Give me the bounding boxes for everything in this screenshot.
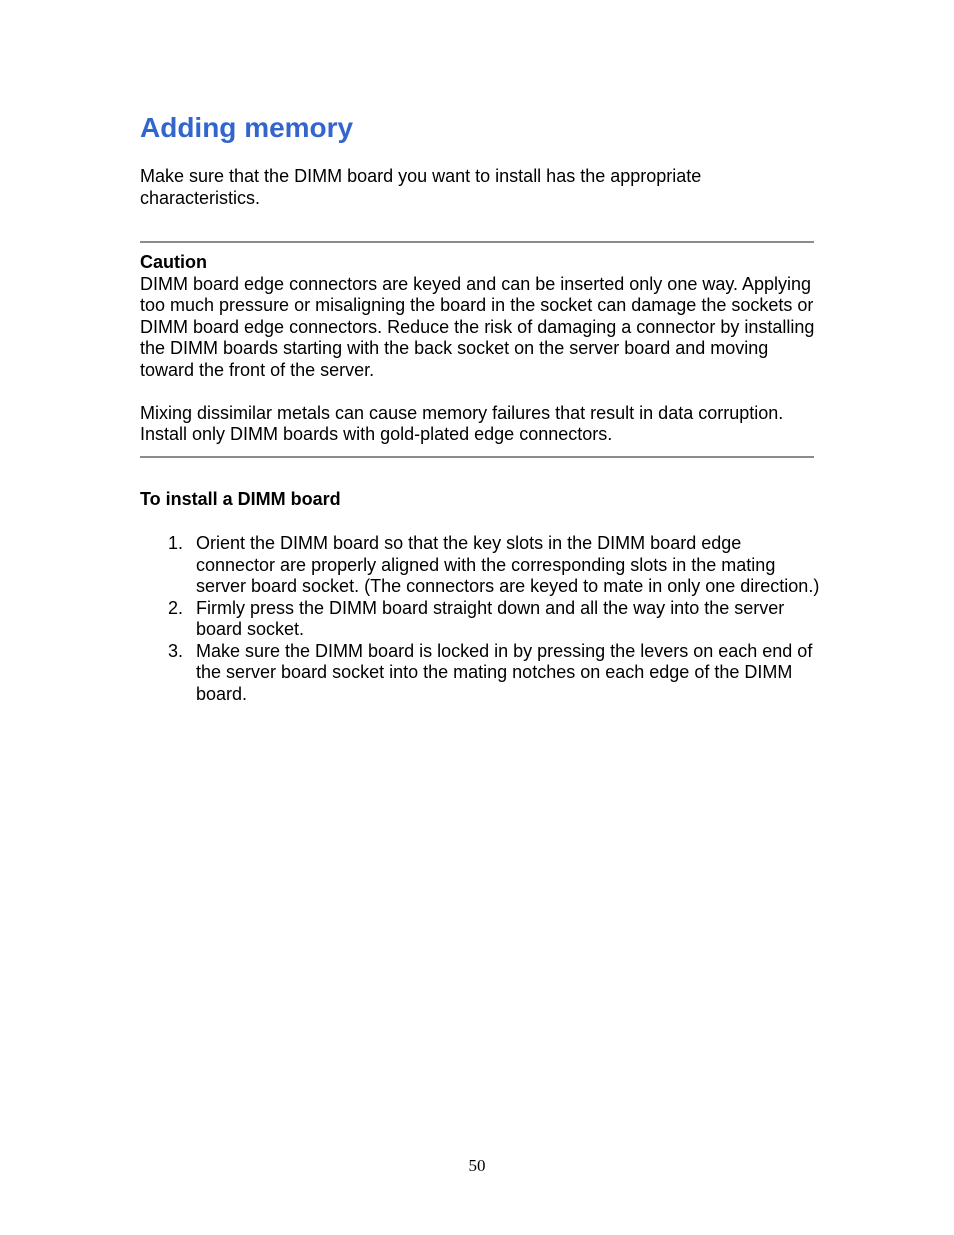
caution-bottom-divider	[140, 456, 814, 458]
intro-paragraph: Make sure that the DIMM board you want to install has the appropriate characteristics.	[140, 166, 702, 208]
step-number: 1.	[168, 533, 184, 553]
page-number: 50	[468, 1156, 486, 1175]
caution-heading: Caution	[140, 252, 207, 272]
step-number: 2.	[168, 597, 184, 618]
step-text: Orient the DIMM board so that the key slots in the DIMM board edge connector are properly aligned with the corresponding slots in the mating server board socket. (The connectors are keyed to mate in only one direction.)	[196, 533, 820, 596]
step-text: Make sure the DIMM board is locked in by pressing the levers on each end of the server board socket into the mating notches on each edge of the DIMM board.	[196, 640, 813, 704]
procedure-step	[140, 533, 820, 598]
procedure-heading: To install a DIMM board	[140, 489, 341, 509]
procedure-step	[140, 598, 820, 641]
caution-paragraph: DIMM board edge connectors are keyed and can be inserted only one way. Applying too much pressure or misaligning the board in the socket can damage the sockets or DIMM board edge connectors. Reduce the risk of damaging a connector by installing the DIMM boards starting with the back socket on the server board and moving toward the front of the server.	[140, 273, 815, 380]
procedure-steps-list	[140, 533, 820, 705]
caution-paragraph: Mixing dissimilar metals can cause memory failures that result in data corruption. Install only DIMM boards with gold-plated edge connectors.	[140, 402, 784, 444]
caution-top-divider	[140, 241, 814, 243]
procedure-step	[140, 641, 820, 706]
step-text: Firmly press the DIMM board straight down and all the way into the server board socket.	[196, 597, 785, 639]
page-title: Adding memory	[140, 112, 354, 143]
caution-block	[140, 252, 820, 446]
step-number: 3.	[168, 640, 184, 661]
